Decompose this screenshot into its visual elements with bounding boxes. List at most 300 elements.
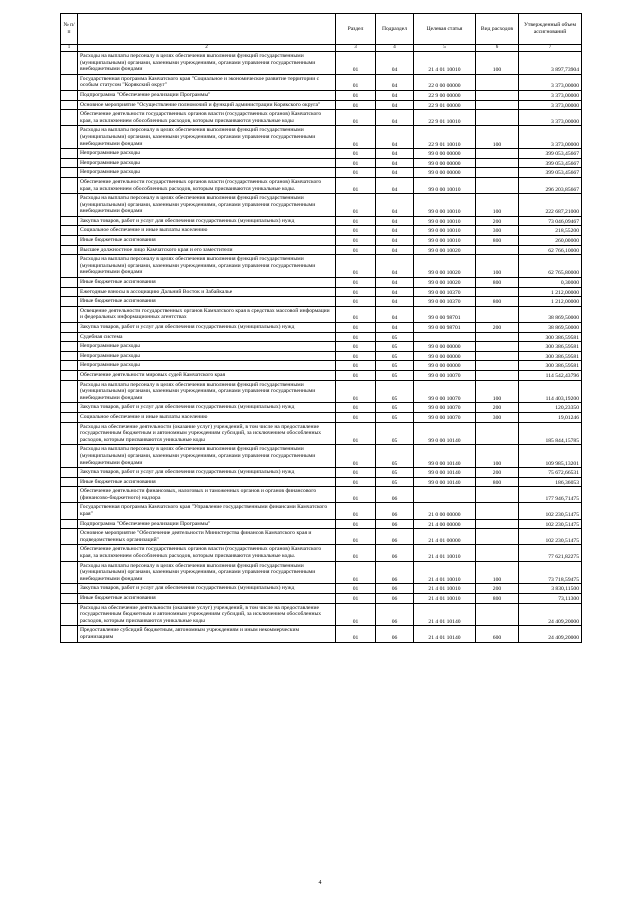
table-row xyxy=(61,529,582,545)
cell-subsection: 05 xyxy=(376,445,414,468)
cell-num xyxy=(61,306,78,322)
cell-exp-type xyxy=(476,177,519,193)
table-row xyxy=(61,226,582,236)
cell-exp-type xyxy=(476,306,519,322)
cell-amount: 62 765,80000 xyxy=(519,255,582,278)
cell-subsection: 06 xyxy=(376,545,414,561)
cell-name: Ежегодные взносы в ассоциацию Дальний Восток и Забайкалье xyxy=(78,287,336,297)
table-row xyxy=(61,594,582,604)
cell-name: Обеспечение деятельности финансовых, налоговых и таможенных органов и органов финансового (финансово-бюджетного) надзора xyxy=(78,487,336,503)
cell-exp-type xyxy=(476,110,519,126)
cell-exp-type xyxy=(476,422,519,445)
cell-num xyxy=(61,278,78,288)
cell-num xyxy=(61,149,78,159)
cell-amount: 19,01246 xyxy=(519,412,582,422)
cell-amount: 300 386,59581 xyxy=(519,332,582,342)
cell-exp-type xyxy=(476,100,519,110)
cell-subsection: 06 xyxy=(376,584,414,594)
cell-subsection: 06 xyxy=(376,503,414,519)
cell-section: 01 xyxy=(336,177,376,193)
cell-num xyxy=(61,380,78,403)
cell-target: 99 0 00 00000 xyxy=(414,351,476,361)
col-number: 5 xyxy=(414,45,476,52)
cell-target: 22 0 00 00000 xyxy=(414,74,476,90)
cell-section: 01 xyxy=(336,445,376,468)
cell-target: 99 0 00 10140 xyxy=(414,422,476,445)
cell-target: 21 4 01 00000 xyxy=(414,529,476,545)
header-num: № п/п xyxy=(61,14,78,45)
cell-section: 01 xyxy=(336,255,376,278)
cell-subsection: 04 xyxy=(376,74,414,90)
cell-target: 99 0 00 10020 xyxy=(414,278,476,288)
cell-num xyxy=(61,90,78,100)
cell-exp-type: 200 xyxy=(476,468,519,478)
cell-num xyxy=(61,545,78,561)
cell-subsection: 05 xyxy=(376,351,414,361)
cell-target: 99 0 00 10010 xyxy=(414,236,476,246)
cell-exp-type: 800 xyxy=(476,278,519,288)
table-row xyxy=(61,545,582,561)
cell-exp-type xyxy=(476,351,519,361)
cell-name: Иные бюджетные ассигнования xyxy=(78,278,336,288)
cell-subsection: 04 xyxy=(376,323,414,333)
cell-section: 01 xyxy=(336,332,376,342)
table-row xyxy=(61,158,582,168)
cell-exp-type xyxy=(476,342,519,352)
cell-section: 01 xyxy=(336,342,376,352)
cell-section: 01 xyxy=(336,194,376,217)
cell-name: Иные бюджетные ассигнования xyxy=(78,594,336,604)
cell-exp-type xyxy=(476,370,519,380)
cell-exp-type: 100 xyxy=(476,126,519,149)
cell-subsection: 06 xyxy=(376,529,414,545)
cell-exp-type: 100 xyxy=(476,255,519,278)
cell-name: Высшее должностное лицо Камчатского края и его заместители xyxy=(78,245,336,255)
cell-exp-type xyxy=(476,361,519,371)
cell-target: 21 4 01 10010 xyxy=(414,584,476,594)
cell-amount: 102 230,51475 xyxy=(519,503,582,519)
table-row xyxy=(61,323,582,333)
cell-exp-type: 100 xyxy=(476,194,519,217)
cell-name: Обеспечение деятельности государственных органов власти (государственных органов) Камчатского края, за исключением обособленных расходов, которым присваиваются уникальные коды. xyxy=(78,177,336,193)
cell-num xyxy=(61,361,78,371)
cell-name: Расходы на обеспечение деятельности (оказание услуг) учреждений, в том числе на предоставление государственным бюджетным и автономным учреждениям субсидий, за исключением обособленных расходов, которым присваиваются уникальные коды xyxy=(78,422,336,445)
cell-section: 01 xyxy=(336,594,376,604)
cell-section: 01 xyxy=(336,503,376,519)
cell-subsection: 04 xyxy=(376,158,414,168)
cell-target: 99 0 00 98701 xyxy=(414,306,476,322)
cell-section: 01 xyxy=(336,412,376,422)
table-row xyxy=(61,100,582,110)
cell-section: 01 xyxy=(336,361,376,371)
table-row xyxy=(61,422,582,445)
table-body xyxy=(61,52,582,643)
cell-exp-type: 800 xyxy=(476,477,519,487)
cell-amount: 114 542,43796 xyxy=(519,370,582,380)
cell-name: Освещение деятельности государственных органов Камчатского края в средствах массовой информации и федеральных информационных агентствах xyxy=(78,306,336,322)
table-row xyxy=(61,380,582,403)
cell-num xyxy=(61,216,78,226)
cell-section: 01 xyxy=(336,100,376,110)
table-row xyxy=(61,74,582,90)
cell-amount: 177 946,71475 xyxy=(519,487,582,503)
cell-name: Расходы на обеспечение деятельности (оказание услуг) учреждений, в том числе на предоставление государственным бюджетным и автономным учреждениям субсидий, за исключением обособленных расходов, которым присваиваются уникальные коды xyxy=(78,603,336,626)
cell-section: 01 xyxy=(336,584,376,594)
cell-num xyxy=(61,403,78,413)
cell-target: 99 0 00 10370 xyxy=(414,297,476,307)
col-number: 6 xyxy=(476,45,519,52)
header-target: Целевая статья xyxy=(414,14,476,45)
table-row xyxy=(61,110,582,126)
table-row xyxy=(61,332,582,342)
cell-target: 99 0 00 10070 xyxy=(414,380,476,403)
cell-num xyxy=(61,626,78,642)
cell-name: Закупка товаров, работ и услуг для обеспечения государственных (муниципальных) нужд xyxy=(78,216,336,226)
cell-subsection: 05 xyxy=(376,403,414,413)
cell-num xyxy=(61,177,78,193)
cell-subsection: 05 xyxy=(376,380,414,403)
cell-section: 01 xyxy=(336,468,376,478)
cell-name: Непрограммные расходы xyxy=(78,361,336,371)
table-row xyxy=(61,52,582,75)
cell-amount: 24 409,20000 xyxy=(519,603,582,626)
cell-exp-type xyxy=(476,487,519,503)
cell-target: 99 0 00 10140 xyxy=(414,445,476,468)
cell-name: Расходы на выплаты персоналу в целях обеспечения выполнения функций государственными (муниципальными) органами, казенными учреждениями, органами управления государственными внебюджетными фондами xyxy=(78,380,336,403)
cell-name: Основное мероприятие "Обеспечение деятельности Министерства финансов Камчатского края и подведомственных организаций" xyxy=(78,529,336,545)
cell-subsection: 04 xyxy=(376,287,414,297)
cell-amount: 300 386,59581 xyxy=(519,342,582,352)
cell-num xyxy=(61,529,78,545)
cell-subsection: 04 xyxy=(376,236,414,246)
cell-name: Обеспечение деятельности государственных органов власти (государственных органов) Камчатского края, за исключением обособленных расходов, которым присваиваются уникальные коды. xyxy=(78,545,336,561)
cell-exp-type: 200 xyxy=(476,584,519,594)
cell-num xyxy=(61,297,78,307)
header-name xyxy=(78,14,336,45)
table-row xyxy=(61,370,582,380)
cell-exp-type: 200 xyxy=(476,403,519,413)
cell-amount: 296 203,85667 xyxy=(519,177,582,193)
cell-subsection: 04 xyxy=(376,177,414,193)
cell-name: Непрограммные расходы xyxy=(78,342,336,352)
header-amount: Утвержденный объем ассигнований xyxy=(519,14,582,45)
cell-name: Обеспечение деятельности мировых судей Камчатского края xyxy=(78,370,336,380)
cell-subsection: 06 xyxy=(376,519,414,529)
cell-num xyxy=(61,236,78,246)
cell-section: 01 xyxy=(336,561,376,584)
table-row xyxy=(61,477,582,487)
cell-target: 99 0 00 10070 xyxy=(414,403,476,413)
cell-amount: 114 403,19200 xyxy=(519,380,582,403)
page-number: 4 xyxy=(318,880,322,886)
cell-amount: 3 897,73904 xyxy=(519,52,582,75)
cell-section: 01 xyxy=(336,74,376,90)
cell-amount: 3 373,00000 xyxy=(519,74,582,90)
table-row xyxy=(61,168,582,178)
cell-num xyxy=(61,351,78,361)
cell-amount: 102 230,51475 xyxy=(519,519,582,529)
cell-name: Расходы на выплаты персоналу в целях обеспечения выполнения функций государственными (муниципальными) органами, казенными учреждениями, органами управления государственными внебюджетными фондами xyxy=(78,194,336,217)
table-row xyxy=(61,412,582,422)
cell-name: Предоставление субсидий бюджетным, автономным учреждениям и иным некоммерческим организациям xyxy=(78,626,336,642)
table-row xyxy=(61,603,582,626)
cell-amount: 399 053,45667 xyxy=(519,168,582,178)
cell-subsection: 04 xyxy=(376,278,414,288)
cell-name: Расходы на выплаты персоналу в целях обеспечения выполнения функций государственными (муниципальными) органами, казенными учреждениями, органами управления государственными внебюджетными фондами xyxy=(78,561,336,584)
cell-exp-type: 300 xyxy=(476,226,519,236)
cell-section: 01 xyxy=(336,626,376,642)
cell-exp-type: 300 xyxy=(476,412,519,422)
cell-amount: 399 053,45667 xyxy=(519,158,582,168)
cell-exp-type xyxy=(476,332,519,342)
cell-num xyxy=(61,487,78,503)
cell-target: 21 4 01 10010 xyxy=(414,545,476,561)
cell-subsection: 04 xyxy=(376,100,414,110)
cell-target: 99 0 00 10010 xyxy=(414,194,476,217)
cell-name: Непрограммные расходы xyxy=(78,168,336,178)
cell-exp-type xyxy=(476,287,519,297)
cell-section: 01 xyxy=(336,126,376,149)
cell-name: Иные бюджетные ассигнования xyxy=(78,297,336,307)
cell-num xyxy=(61,323,78,333)
cell-exp-type xyxy=(476,529,519,545)
cell-target: 99 0 00 00000 xyxy=(414,361,476,371)
cell-target: 99 0 00 10020 xyxy=(414,245,476,255)
cell-name: Государственная программа Камчатского края "Управление государственными финансами Камчатского края" xyxy=(78,503,336,519)
cell-target: 99 0 00 10020 xyxy=(414,255,476,278)
cell-amount: 3 373,00000 xyxy=(519,126,582,149)
table-row xyxy=(61,236,582,246)
cell-amount: 222 687,21000 xyxy=(519,194,582,217)
cell-subsection: 05 xyxy=(376,332,414,342)
table-row xyxy=(61,503,582,519)
cell-name: Закупка товаров, работ и услуг для обеспечения государственных (муниципальных) нужд xyxy=(78,584,336,594)
cell-name: Основное мероприятие "Осуществление полномочий и функций администрации Корякского округа" xyxy=(78,100,336,110)
cell-section: 01 xyxy=(336,287,376,297)
cell-num xyxy=(61,342,78,352)
table-row xyxy=(61,245,582,255)
table-row xyxy=(61,177,582,193)
cell-target xyxy=(414,487,476,503)
cell-exp-type xyxy=(476,158,519,168)
table-row xyxy=(61,468,582,478)
cell-num xyxy=(61,594,78,604)
cell-subsection: 05 xyxy=(376,342,414,352)
cell-section: 01 xyxy=(336,323,376,333)
budget-table xyxy=(60,13,582,643)
table-row xyxy=(61,584,582,594)
col-number: 3 xyxy=(336,45,376,52)
cell-name: Непрограммные расходы xyxy=(78,149,336,159)
cell-subsection: 04 xyxy=(376,149,414,159)
cell-section: 01 xyxy=(336,380,376,403)
budget-table-page xyxy=(60,13,581,643)
cell-target: 99 0 00 10140 xyxy=(414,468,476,478)
cell-target: 21 4 01 10010 xyxy=(414,561,476,584)
cell-exp-type: 100 xyxy=(476,380,519,403)
cell-exp-type xyxy=(476,90,519,100)
cell-target: 21 4 00 00000 xyxy=(414,519,476,529)
cell-subsection: 05 xyxy=(376,422,414,445)
table-row xyxy=(61,278,582,288)
cell-target: 21 4 01 10140 xyxy=(414,626,476,642)
cell-name: Расходы на выплаты персоналу в целях обеспечения выполнения функций государственными (муниципальными) органами, казенными учреждениями, органами управления государственными внебюджетными фондами xyxy=(78,126,336,149)
cell-name: Иные бюджетные ассигнования xyxy=(78,477,336,487)
header-section: Раздел xyxy=(336,14,376,45)
cell-target: 99 0 00 10010 xyxy=(414,216,476,226)
cell-subsection: 05 xyxy=(376,477,414,487)
cell-name: Закупка товаров, работ и услуг для обеспечения государственных (муниципальных) нужд xyxy=(78,468,336,478)
cell-amount: 109 985,13201 xyxy=(519,445,582,468)
cell-section: 01 xyxy=(336,487,376,503)
cell-exp-type: 200 xyxy=(476,216,519,226)
cell-amount: 300 386,59581 xyxy=(519,351,582,361)
cell-target: 99 0 00 10010 xyxy=(414,177,476,193)
cell-amount: 3 373,00000 xyxy=(519,90,582,100)
cell-section: 01 xyxy=(336,278,376,288)
cell-name: Расходы на выплаты персоналу в целях обеспечения выполнения функций государственными (муниципальными) органами, казенными учреждениями, органами управления государственными внебюджетными фондами xyxy=(78,255,336,278)
cell-subsection: 04 xyxy=(376,245,414,255)
cell-amount: 0,30000 xyxy=(519,278,582,288)
cell-subsection: 04 xyxy=(376,90,414,100)
cell-exp-type xyxy=(476,168,519,178)
cell-num xyxy=(61,561,78,584)
cell-amount: 186,36053 xyxy=(519,477,582,487)
cell-target: 99 0 00 10370 xyxy=(414,287,476,297)
table-row xyxy=(61,342,582,352)
cell-subsection: 06 xyxy=(376,561,414,584)
table-row xyxy=(61,403,582,413)
cell-target: 99 0 00 00000 xyxy=(414,168,476,178)
cell-exp-type xyxy=(476,503,519,519)
cell-num xyxy=(61,584,78,594)
table-row xyxy=(61,297,582,307)
cell-exp-type: 800 xyxy=(476,297,519,307)
cell-subsection: 05 xyxy=(376,468,414,478)
cell-target: 99 0 00 00000 xyxy=(414,342,476,352)
cell-num xyxy=(61,503,78,519)
cell-amount: 38 869,50000 xyxy=(519,306,582,322)
cell-exp-type xyxy=(476,519,519,529)
cell-section: 01 xyxy=(336,422,376,445)
cell-num xyxy=(61,422,78,445)
table-row xyxy=(61,351,582,361)
cell-name: Подпрограмма "Обеспечение реализации Программы" xyxy=(78,90,336,100)
cell-name: Судебная система xyxy=(78,332,336,342)
cell-section: 01 xyxy=(336,110,376,126)
cell-subsection: 04 xyxy=(376,168,414,178)
cell-target: 99 0 00 10010 xyxy=(414,226,476,236)
cell-num xyxy=(61,519,78,529)
cell-target: 21 4 01 10010 xyxy=(414,594,476,604)
table-row xyxy=(61,90,582,100)
cell-subsection: 04 xyxy=(376,255,414,278)
cell-num xyxy=(61,468,78,478)
cell-section: 01 xyxy=(336,90,376,100)
cell-section: 01 xyxy=(336,226,376,236)
cell-num xyxy=(61,245,78,255)
table-row xyxy=(61,287,582,297)
table-row xyxy=(61,626,582,642)
cell-target: 21 4 01 10010 xyxy=(414,52,476,75)
cell-num xyxy=(61,370,78,380)
cell-target: 99 0 00 00000 xyxy=(414,158,476,168)
cell-section: 01 xyxy=(336,149,376,159)
cell-amount: 75 672,66531 xyxy=(519,468,582,478)
table-header-row xyxy=(61,14,582,45)
cell-name: Подпрограмма "Обеспечение реализации Программы" xyxy=(78,519,336,529)
cell-num xyxy=(61,226,78,236)
cell-amount: 120,23350 xyxy=(519,403,582,413)
table-row xyxy=(61,487,582,503)
cell-amount: 73 718,59475 xyxy=(519,561,582,584)
col-number: 2 xyxy=(78,45,336,52)
table-row xyxy=(61,361,582,371)
cell-amount: 300 386,59581 xyxy=(519,361,582,371)
cell-name: Расходы на выплаты персоналу в целях обеспечения выполнения функций государственными (муниципальными) органами, казенными учреждениями, органами управления государственными внебюджетными фондами xyxy=(78,52,336,75)
cell-name: Закупка товаров, работ и услуг для обеспечения государственных (муниципальных) нужд xyxy=(78,403,336,413)
cell-exp-type xyxy=(476,74,519,90)
cell-num xyxy=(61,287,78,297)
cell-exp-type: 100 xyxy=(476,445,519,468)
cell-exp-type xyxy=(476,245,519,255)
cell-target: 99 0 00 10070 xyxy=(414,370,476,380)
cell-name: Социальное обеспечение и иные выплаты населению xyxy=(78,226,336,236)
cell-num xyxy=(61,100,78,110)
table-row xyxy=(61,194,582,217)
cell-num xyxy=(61,194,78,217)
cell-amount: 24 409,20000 xyxy=(519,626,582,642)
cell-name: Непрограммные расходы xyxy=(78,158,336,168)
cell-name: Иные бюджетные ассигнования xyxy=(78,236,336,246)
cell-amount: 185 844,15785 xyxy=(519,422,582,445)
cell-exp-type: 200 xyxy=(476,323,519,333)
cell-section: 01 xyxy=(336,168,376,178)
header-exp-type: Вид расходов xyxy=(476,14,519,45)
cell-section: 01 xyxy=(336,52,376,75)
table-row xyxy=(61,561,582,584)
table-row xyxy=(61,519,582,529)
cell-target: 99 0 00 10070 xyxy=(414,412,476,422)
cell-section: 01 xyxy=(336,306,376,322)
column-number-row xyxy=(61,45,582,52)
cell-num xyxy=(61,74,78,90)
table-row xyxy=(61,445,582,468)
cell-section: 01 xyxy=(336,158,376,168)
cell-num xyxy=(61,332,78,342)
cell-num xyxy=(61,412,78,422)
cell-subsection: 05 xyxy=(376,370,414,380)
cell-section: 01 xyxy=(336,477,376,487)
cell-num xyxy=(61,445,78,468)
table-row xyxy=(61,149,582,159)
cell-amount: 102 230,51475 xyxy=(519,529,582,545)
cell-amount: 3 373,00000 xyxy=(519,100,582,110)
table-row xyxy=(61,126,582,149)
cell-target: 99 0 00 98701 xyxy=(414,323,476,333)
cell-num xyxy=(61,477,78,487)
cell-amount: 218,55200 xyxy=(519,226,582,236)
cell-amount: 62 766,10000 xyxy=(519,245,582,255)
cell-name: Непрограммные расходы xyxy=(78,351,336,361)
cell-exp-type: 800 xyxy=(476,236,519,246)
cell-amount: 1 212,00000 xyxy=(519,287,582,297)
cell-section: 01 xyxy=(336,351,376,361)
col-number: 1 xyxy=(61,45,78,52)
header-subsection: Подраздел xyxy=(376,14,414,45)
cell-subsection: 06 xyxy=(376,594,414,604)
cell-subsection: 04 xyxy=(376,194,414,217)
